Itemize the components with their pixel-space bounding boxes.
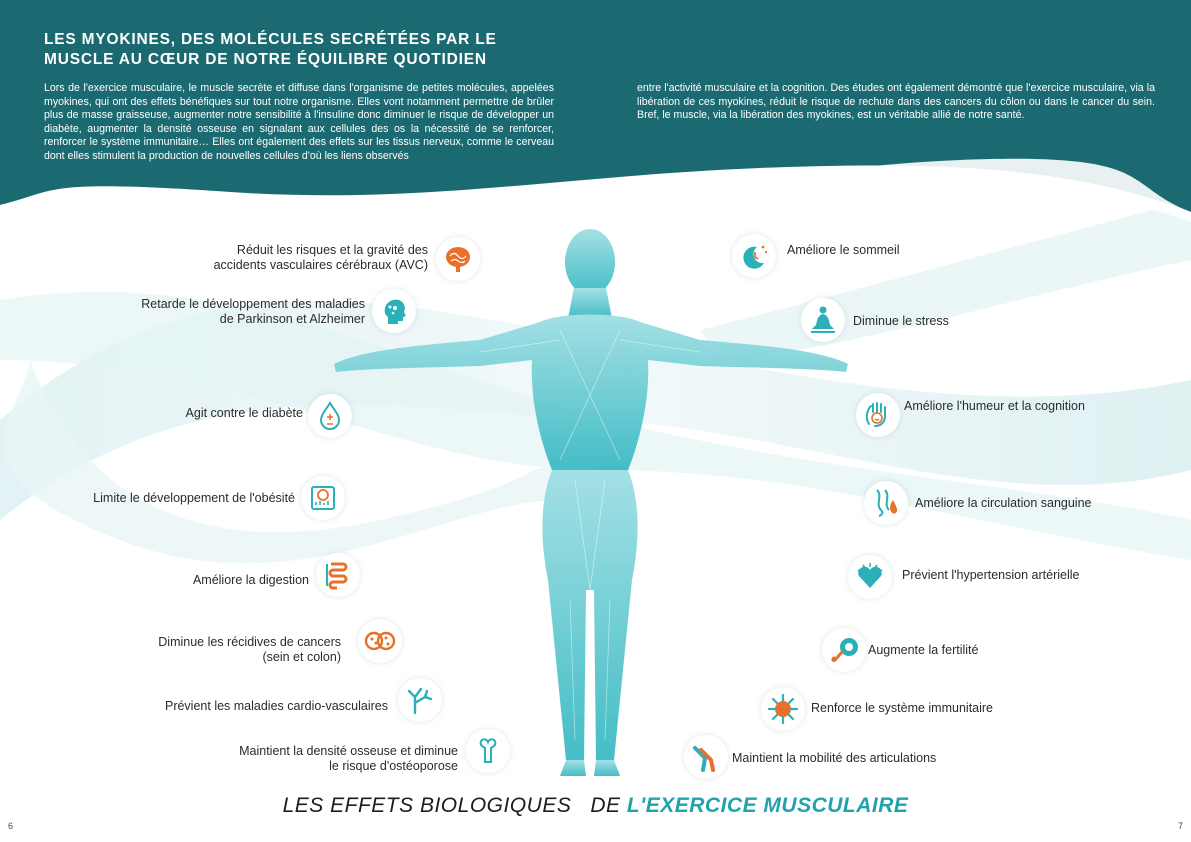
heart-gauge-icon	[848, 555, 892, 599]
effect-label-hypertension: Prévient l'hypertension artérielle	[902, 568, 1080, 582]
joint-icon	[684, 735, 728, 779]
artery-icon	[398, 678, 442, 722]
page-title-line1: LES MYOKINES, DES MOLÉCULES SECRÉTÉES PAR LE	[44, 31, 497, 48]
cells-icon	[358, 619, 402, 663]
bone-icon	[466, 729, 510, 773]
effect-label-digestion: Améliore la digestion	[192, 573, 309, 587]
effect-label-parkinson: Retarde le développement des maladies de Parkinson et Alzheimer	[141, 297, 365, 326]
intro-paragraph-right: entre l'activité musculaire et la cognition. Des études ont également démontré que l'exercice musculaire, via la libération de ces myokines, réduit le risque de rechute dans des cancers du côlon ou dans le cancer du sein. Bref, le muscle, via la libération des myokines, est un véritable allié de notre santé.	[637, 82, 1155, 122]
effect-label-humeur: Améliore l'humeur et la cognition	[904, 399, 1085, 413]
moon-clock-icon	[732, 234, 776, 278]
effect-label-osseuse: Maintient la densité osseuse et diminue le risque d'ostéoporose	[239, 744, 458, 773]
virus-icon	[761, 687, 805, 731]
page-number-left: 6	[8, 821, 14, 831]
page-title-line2: MUSCLE AU CŒUR DE NOTRE ÉQUILIBRE QUOTIDIEN	[44, 51, 487, 68]
scale-icon	[301, 476, 345, 520]
effect-label-obesite: Limite le développement de l'obésité	[93, 491, 295, 505]
section-title: LES EFFETS BIOLOGIQUES DE L'EXERCICE MUSCULAIRE	[282, 794, 909, 817]
bg-wave	[700, 200, 1191, 360]
effect-label-stress: Diminue le stress	[853, 314, 949, 328]
effect-label-cardio: Prévient les maladies cardio-vasculaires	[164, 699, 388, 713]
effect-label-sommeil: Améliore le sommeil	[787, 243, 900, 257]
page-title	[44, 30, 564, 70]
meditation-icon	[801, 298, 845, 342]
effect-label-articulations: Maintient la mobilité des articulations	[732, 751, 937, 765]
effect-label-avc: Réduit les risques et la gravité des accidents vasculaires cérébraux (AVC)	[213, 243, 428, 272]
effect-label-diabete: Agit contre le diabète	[185, 406, 303, 420]
brain-icon	[436, 237, 480, 281]
effect-label-fertilite: Augmente la fertilité	[868, 643, 979, 657]
effect-label-circulation: Améliore la circulation sanguine	[915, 496, 1092, 510]
sperm-egg-icon	[822, 628, 866, 672]
smile-hand-icon	[856, 393, 900, 437]
intro-paragraph-left: Lors de l'exercice musculaire, le muscle secrète et diffuse dans l'organisme de petites molécules, appelées myokines, qui ont des effets bénéfiques sur tout notre organisme. Elles vont notamment permettre de brûler plus de masse graisseuse, augmenter notre sensibilité à l'insuline donc diminuer le risque de développer un diabète, augmenter la densité osseuse en signalant aux cellules des os la nécessité de se renforcer, renforcer le système immunitaire… Elles ont également des effets sur les tissus nerveux, comme le cerveau dont elles stimulent la production de nouvelles cellules d'où les liens observés	[44, 82, 554, 162]
effect-label-cancers: Diminue les récidives de cancers (sein et colon)	[158, 635, 341, 664]
page-number-right: 7	[1178, 821, 1184, 831]
head-profile-icon	[372, 289, 416, 333]
intestine-icon	[316, 553, 360, 597]
drop-icon	[308, 394, 352, 438]
blood-vessel-icon	[864, 481, 908, 525]
effect-label-immunitaire: Renforce le système immunitaire	[811, 701, 994, 715]
